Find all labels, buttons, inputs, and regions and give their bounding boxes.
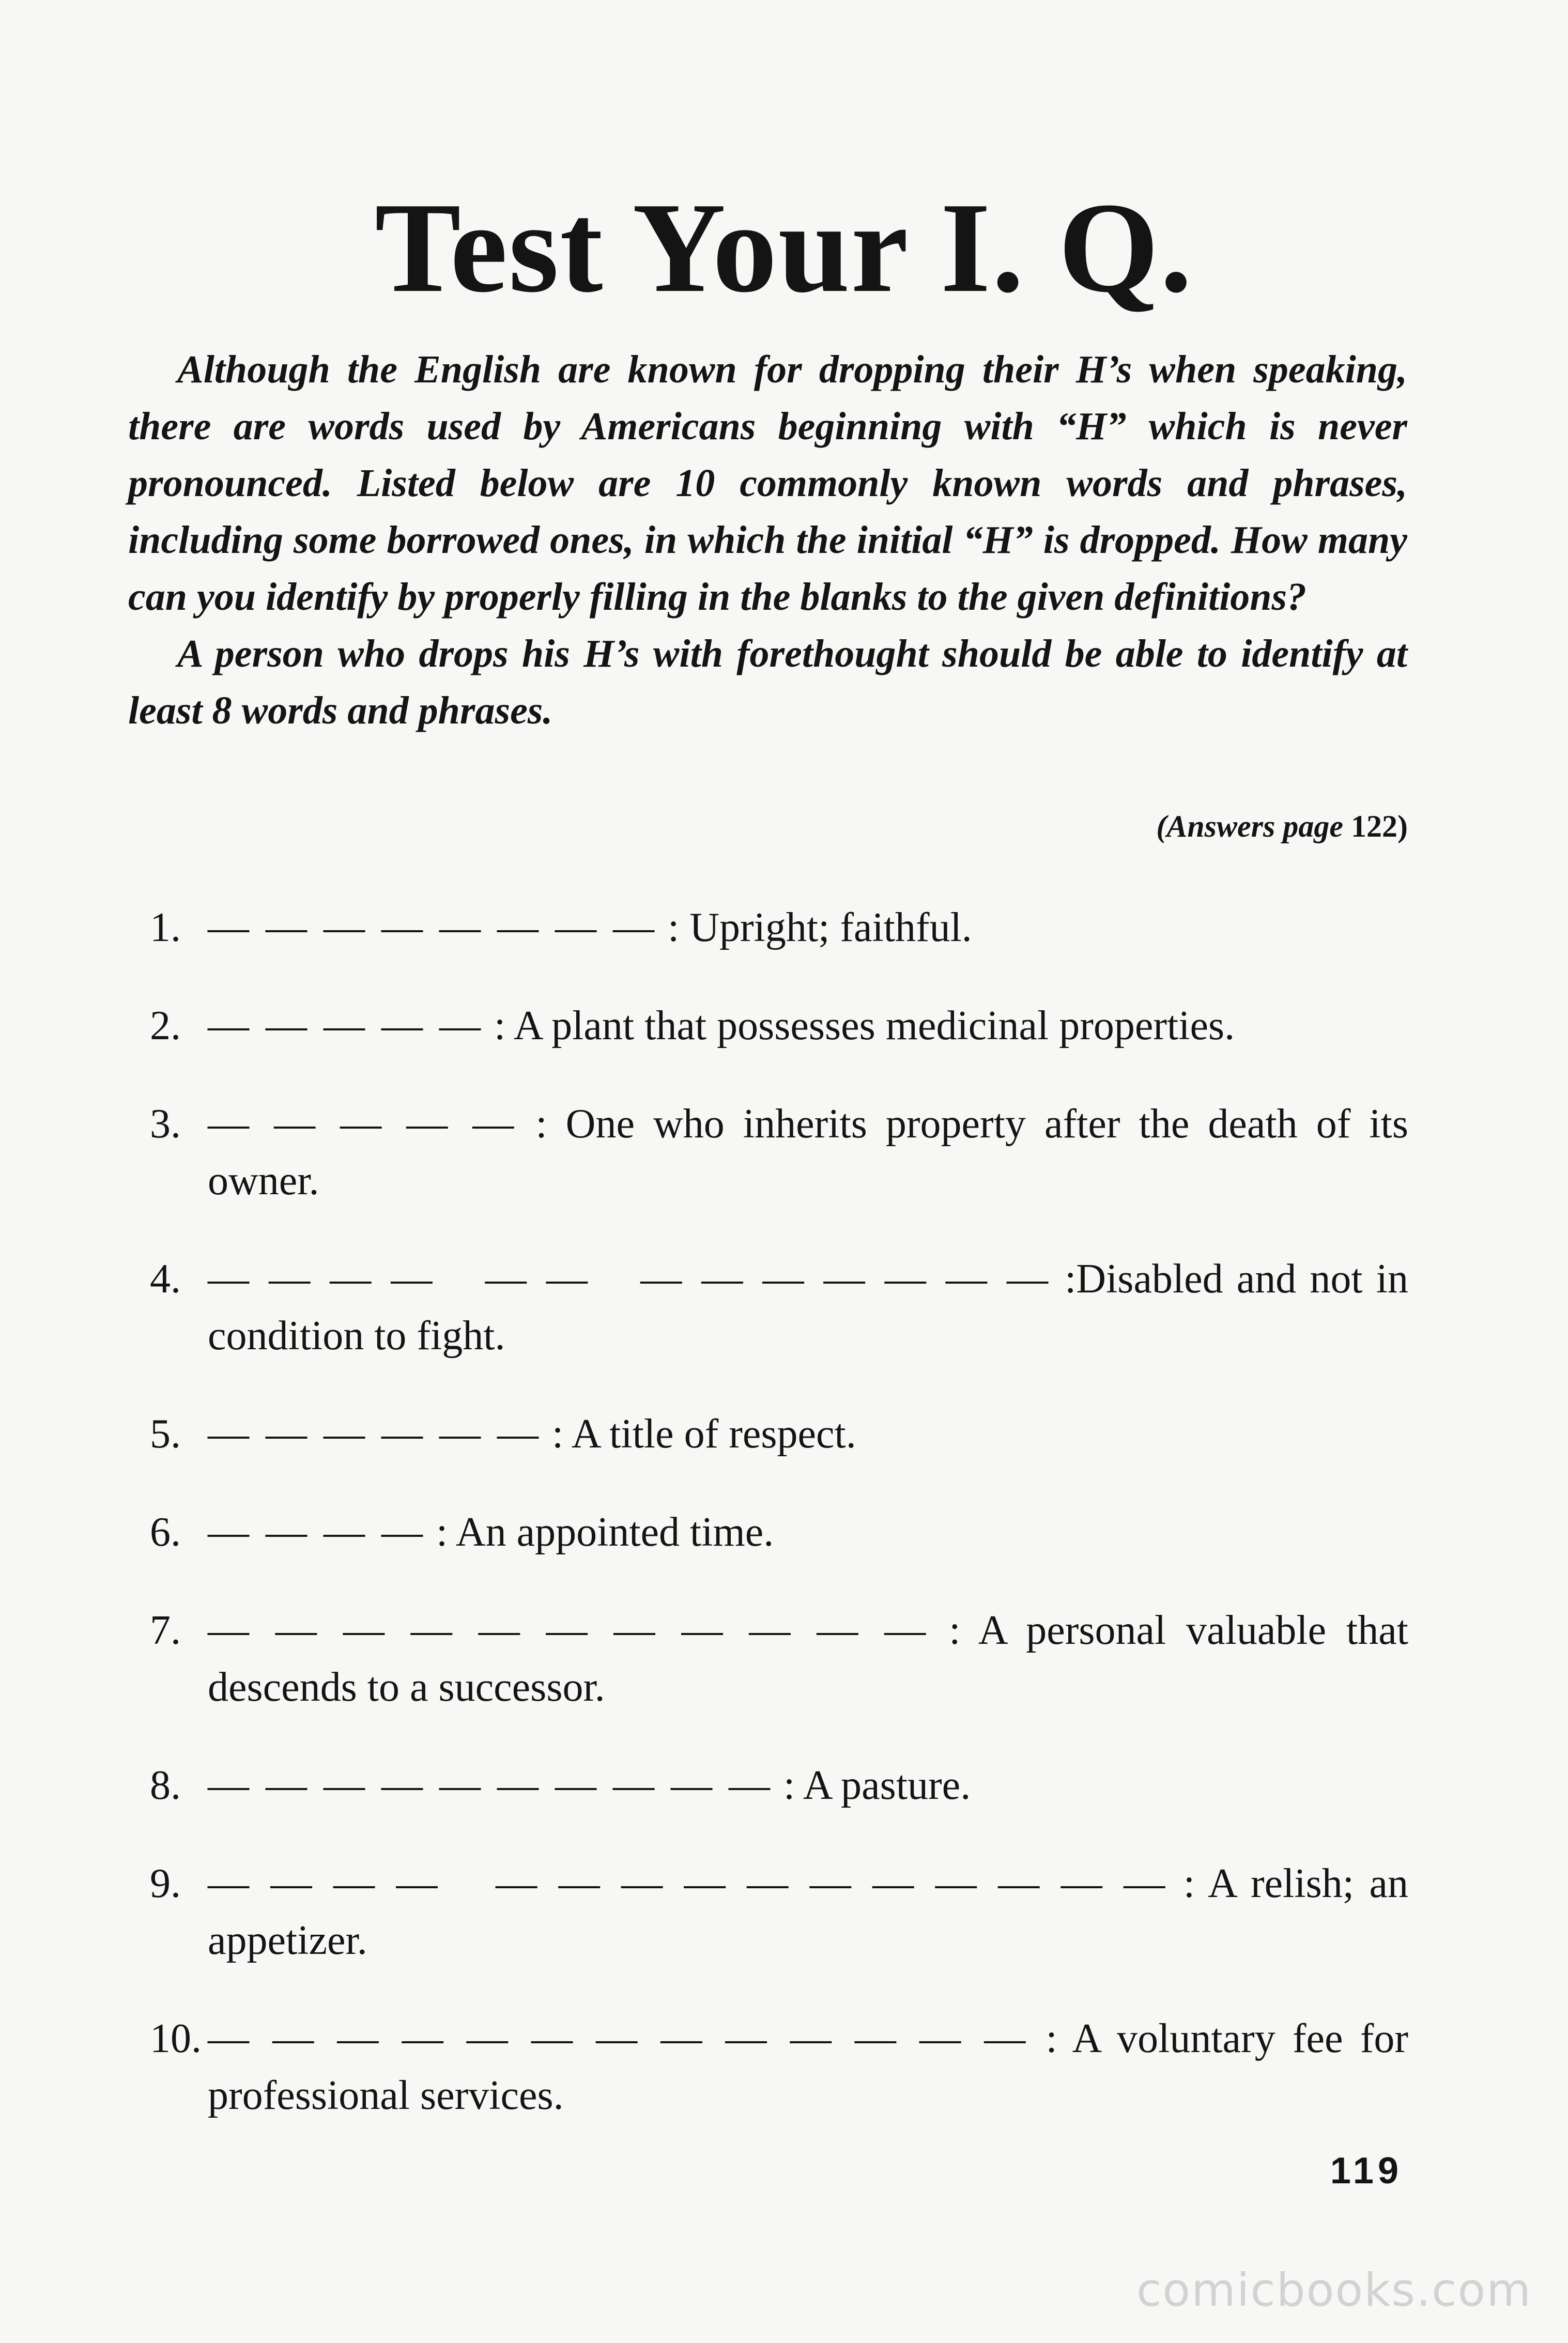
answer-blanks: — — — — (208, 1509, 426, 1555)
item-definition: : Upright; faithful. (668, 905, 972, 950)
item-definition: : An appointed time. (436, 1509, 774, 1555)
answer-blanks: — — — — — — — — — — (208, 1763, 773, 1808)
item-definition: : A plant that possesses medicinal properties. (494, 1003, 1235, 1049)
item-definition: :Disabled and not in condition to fight. (208, 1256, 1409, 1359)
answers-reference (1156, 809, 1408, 844)
item-number: 6. (150, 1509, 181, 1555)
item-definition: : A title of respect. (552, 1411, 856, 1457)
answer-blanks: — — — — — — — — (208, 905, 657, 950)
answer-blanks: — — — — — (208, 1003, 484, 1049)
answers-page: 122) (1351, 809, 1408, 843)
answer-blanks: — — — — — — — — — — — (208, 1608, 929, 1653)
item-number: 10. (150, 2016, 202, 2061)
item-number: 9. (150, 1861, 181, 1906)
answer-blanks: — — — — — — (208, 1411, 542, 1457)
page-number: 119 (1330, 2150, 1403, 2192)
item-number: 7. (150, 1608, 181, 1653)
answer-blanks: — — — — — — — — — — — — — (208, 2016, 1029, 2061)
answer-blanks: — — — — — — — — — — — — — — — (208, 1861, 1169, 1906)
item-number: 4. (150, 1256, 181, 1302)
item-number: 5. (150, 1411, 181, 1457)
answer-blanks: — — — — — (208, 1101, 517, 1147)
watermark: comicbooks.com (1136, 2263, 1532, 2317)
intro-paragraph-1: Although the English are known for dropping their H’s when speaking, there are words used by Americans beginning with “H” which is never pronounced. Listed below are 10 commonly known words and phrases, including some borrowed ones, in which the initial “H” is dropped. How many can you identify by properly filling in the blanks to the given definitions? (128, 348, 1407, 619)
item-definition: : One who inherits property after the death of its owner. (208, 1101, 1409, 1204)
item-definition: : A pasture. (783, 1763, 971, 1808)
item-number: 1. (150, 905, 181, 950)
item-number: 8. (150, 1763, 181, 1808)
answers-label: (Answers page (1156, 809, 1344, 843)
item-number: 2. (150, 1003, 181, 1049)
item-definition: : A voluntary fee for professional services. (208, 2016, 1409, 2118)
item-definition: : A personal valuable that descends to a successor. (208, 1608, 1409, 1710)
intro-text (128, 341, 1407, 739)
item-number: 3. (150, 1101, 181, 1147)
page-title: Test Your I. Q. (375, 176, 1193, 319)
answer-blanks: — — — — — — — — — — — — — (208, 1256, 1051, 1302)
item-definition: : A relish; an appetizer. (208, 1861, 1409, 1963)
intro-paragraph-2: A person who drops his H’s with forethought should be able to identify at least 8 words and phrases. (128, 632, 1407, 732)
